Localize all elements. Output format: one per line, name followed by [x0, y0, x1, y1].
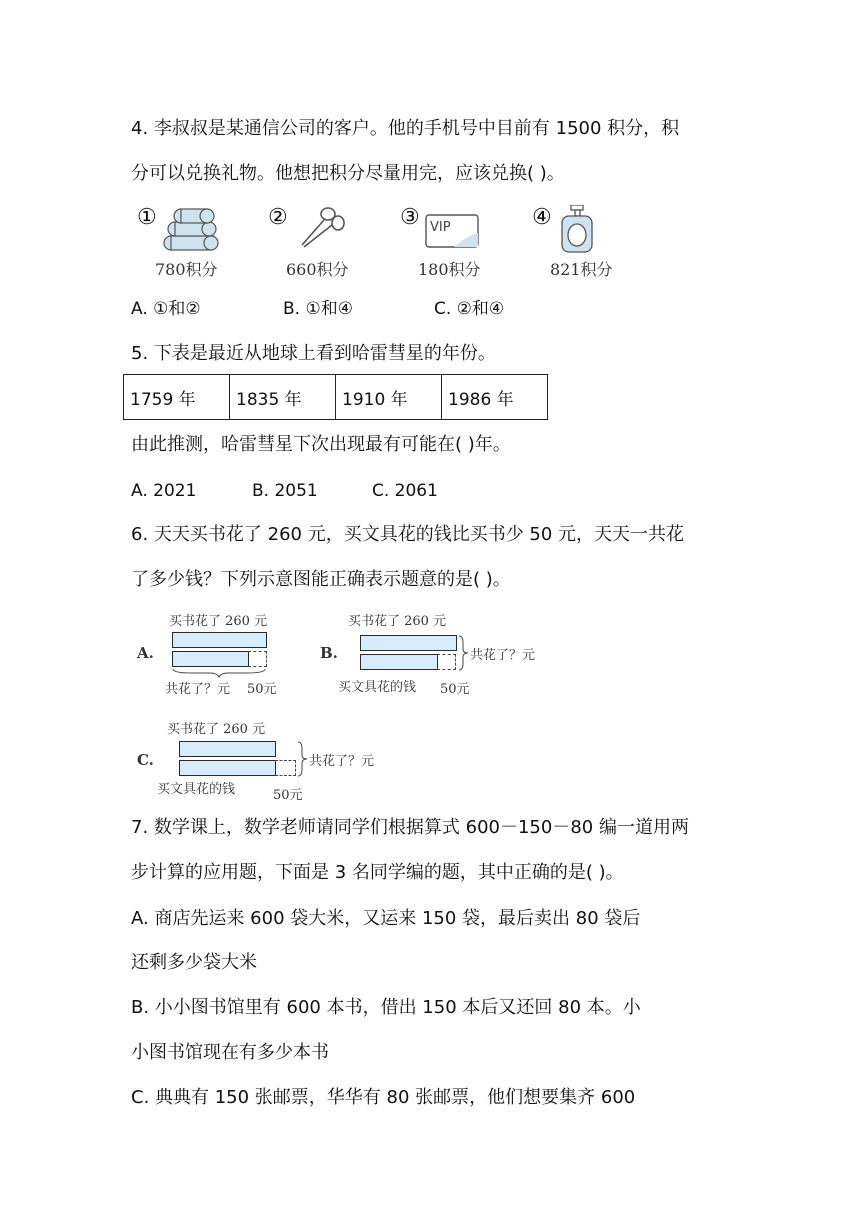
q5-option-b: B. 2051 — [252, 481, 318, 501]
q5-line-1: 5. 下表是最近从地球上看到哈雷彗星的年份。 — [131, 343, 496, 364]
q7-line-2: 步计算的应用题，下面是 3 名同学编的题，其中正确的是( )。 — [131, 862, 624, 883]
gift-item-2 — [268, 205, 378, 285]
item-caption: 821积分 — [550, 260, 613, 279]
diagram-bottom-right-label: 50元 — [247, 682, 277, 697]
gift-item-3 — [400, 205, 510, 285]
stationery-bar — [179, 760, 276, 776]
q6-line-1: 6. 天天买书花了 260 元，买文具花的钱比买书少 50 元，天天一共花 — [131, 524, 685, 545]
gift-item-1 — [137, 205, 247, 285]
diagram-b — [320, 610, 560, 695]
item-caption: 660积分 — [286, 260, 349, 279]
year-cell: 1986 年 — [442, 375, 548, 420]
gift-item-4 — [532, 205, 642, 285]
q7-option-a-line-1: A. 商店先运来 600 袋大米，又运来 150 袋，最后卖出 80 袋后 — [131, 908, 641, 929]
diagram-bottom-left-label: 买文具花的钱 — [157, 782, 236, 797]
soap-bottle-icon — [556, 205, 616, 253]
diagram-letter: A. — [137, 644, 154, 662]
diagram-side-label: 共花了？元 — [470, 648, 536, 663]
diagram-bottom-left-label: 买文具花的钱 — [338, 680, 417, 695]
year-cell: 1759 年 — [124, 375, 230, 420]
q5-option-a: A. 2021 — [131, 481, 197, 501]
item-number: ③ — [400, 205, 420, 230]
item-caption: 180积分 — [418, 260, 481, 279]
q4-line-2: 分可以兑换礼物。他想把积分尽量用完，应该兑换( )。 — [131, 163, 565, 184]
item-number: ② — [268, 205, 288, 230]
stationery-bar — [172, 651, 249, 667]
vip-card-icon — [424, 205, 484, 253]
diagram-a — [135, 610, 305, 695]
diagram-bottom-right-label: 50元 — [273, 788, 303, 803]
diagram-top-label: 买书花了 260 元 — [169, 614, 268, 629]
difference-segment — [275, 760, 296, 776]
total-brace-icon — [172, 668, 267, 678]
difference-segment — [248, 651, 267, 667]
q7-line-1: 7. 数学课上，数学老师请同学们根据算式 600－150－80 编一道用两 — [131, 817, 689, 838]
q4-option-a: A. ①和② — [131, 299, 201, 319]
book-bar — [179, 741, 276, 757]
book-bar — [360, 635, 457, 651]
q5-option-c: C. 2061 — [372, 481, 438, 501]
q4-option-c: C. ②和④ — [434, 299, 505, 319]
diagram-side-label: 共花了？元 — [309, 754, 375, 769]
diagram-bottom-left-label: 共花了？元 — [165, 682, 231, 697]
diagram-top-label: 买书花了 260 元 — [167, 722, 266, 737]
year-cell: 1835 年 — [230, 375, 336, 420]
q4-option-b: B. ①和④ — [283, 299, 353, 319]
q7-option-c-line-1: C. 典典有 150 张邮票，华华有 80 张邮票，他们想要集齐 600 — [131, 1087, 636, 1108]
q6-line-2: 了多少钱？下列示意图能正确表示题意的是( )。 — [131, 569, 511, 590]
q5-line-2: 由此推测，哈雷彗星下次出现最有可能在( )年。 — [131, 434, 511, 455]
year-cell: 1910 年 — [336, 375, 442, 420]
halley-years-table — [123, 374, 548, 420]
item-number: ① — [137, 205, 157, 230]
item-caption: 780积分 — [155, 260, 218, 279]
q7-option-b-line-2: 小图书馆现在有多少本书 — [131, 1042, 329, 1063]
q4-line-1: 4. 李叔叔是某通信公司的客户。他的手机号中目前有 1500 积分，积 — [131, 118, 680, 139]
q7-option-b-line-1: B. 小小图书馆里有 600 本书，借出 150 本后又还回 80 本。小 — [131, 997, 641, 1018]
diagram-top-label: 买书花了 260 元 — [348, 614, 447, 629]
q7-option-a-line-2: 还剩多少袋大米 — [131, 952, 257, 973]
difference-segment — [437, 654, 456, 670]
svg-text:VIP: VIP — [430, 220, 451, 235]
book-bar — [172, 632, 267, 648]
stationery-bar — [360, 654, 438, 670]
scissors-icon — [292, 205, 352, 253]
diagram-bottom-right-label: 50元 — [440, 682, 470, 697]
towel-rolls-icon — [161, 205, 221, 253]
diagram-letter: B. — [320, 644, 338, 662]
total-brace-icon — [458, 635, 470, 671]
total-brace-icon — [297, 741, 309, 777]
diagram-letter: C. — [137, 751, 154, 769]
item-number: ④ — [532, 205, 552, 230]
diagram-c — [137, 718, 397, 803]
